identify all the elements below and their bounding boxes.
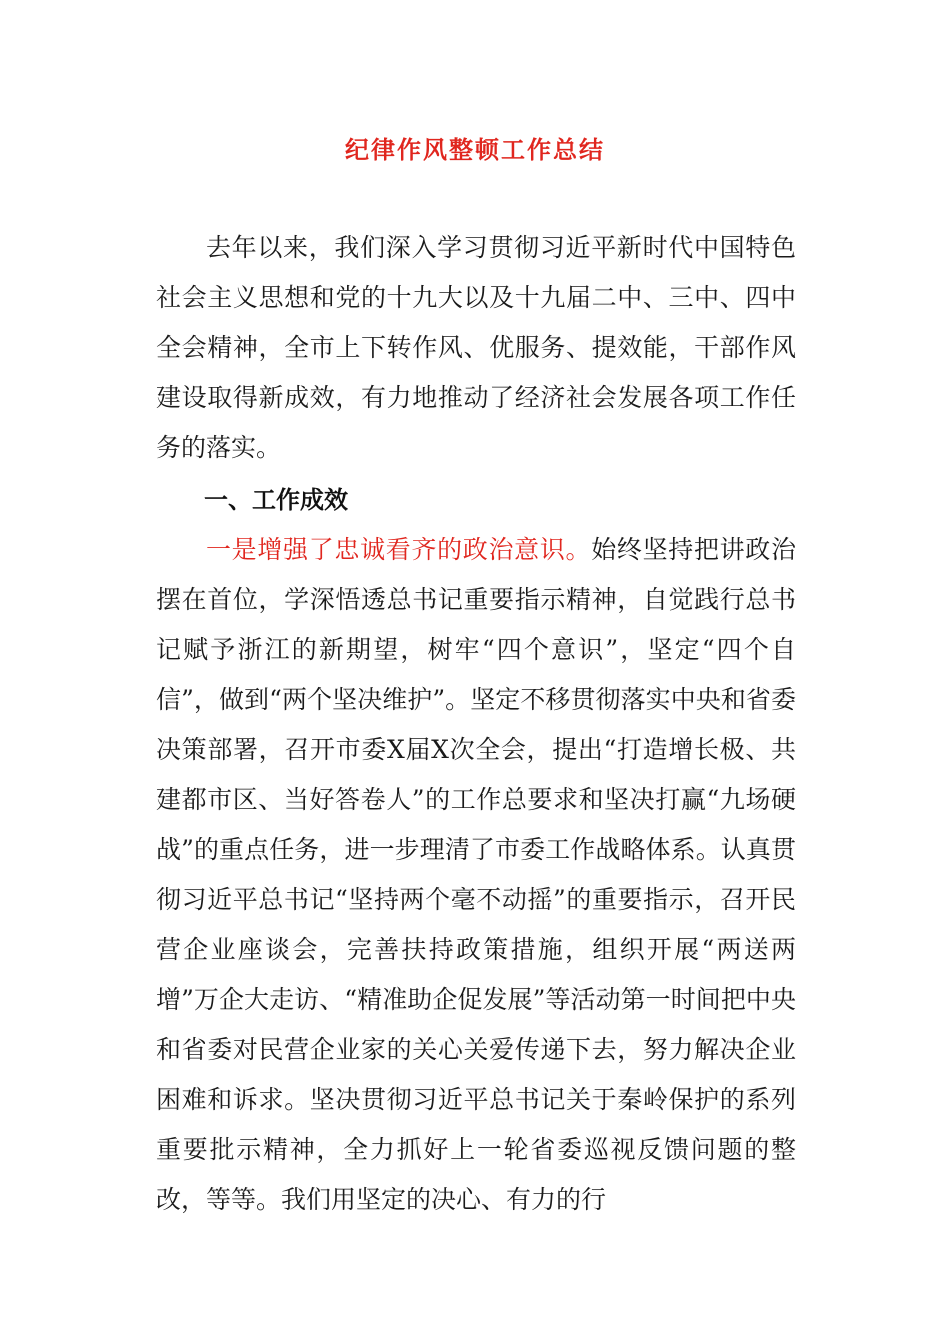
section-heading-work-results: 一、工作成效 (204, 486, 348, 514)
document-title: 纪律作风整顿工作总结 (345, 136, 605, 164)
paragraph-political-awareness (156, 525, 796, 1225)
intro-paragraph: 去年以来，我们深入学习贯彻习近平新时代中国特色社会主义思想和党的十九大以及十九届二中、三中、四中全会精神，全市上下转作风、优服务、提效能，干部作风建设取得新成效，有力地推动了经济社会发展各项工作任务的落实。 (156, 233, 796, 462)
paragraph-lead-sentence: 一是增强了忠诚看齐的政治意识。 (206, 535, 592, 564)
paragraph-body-text: 始终坚持把讲政治摆在首位，学深悟透总书记重要指示精神，自觉践行总书记赋予浙江的新期望，树牢“四个意识”，坚定“四个自信”，做到“两个坚决维护”。坚定不移贯彻落实中央和省委决策部署，召开市委X届X次全会，提出“打造增长极、共建都市区、当好答卷人”的工作总要求和坚决打赢“九场硬战”的重点任务，进一步理清了市委工作战略体系。认真贯彻习近平总书记“坚持两个毫不动摇”的重要指示，召开民营企业座谈会，完善扶持政策措施，组织开展“两送两增”万企大走访、“精准助企促发展”等活动第一时间把中央和省委对民营企业家的关心关爱传递下去，努力解决企业困难和诉求。坚决贯彻习近平总书记关于秦岭保护的系列重要批示精神，全力抓好上一轮省委巡视反馈问题的整改，等等。我们用坚定的决心、有力的行 (156, 535, 796, 1214)
